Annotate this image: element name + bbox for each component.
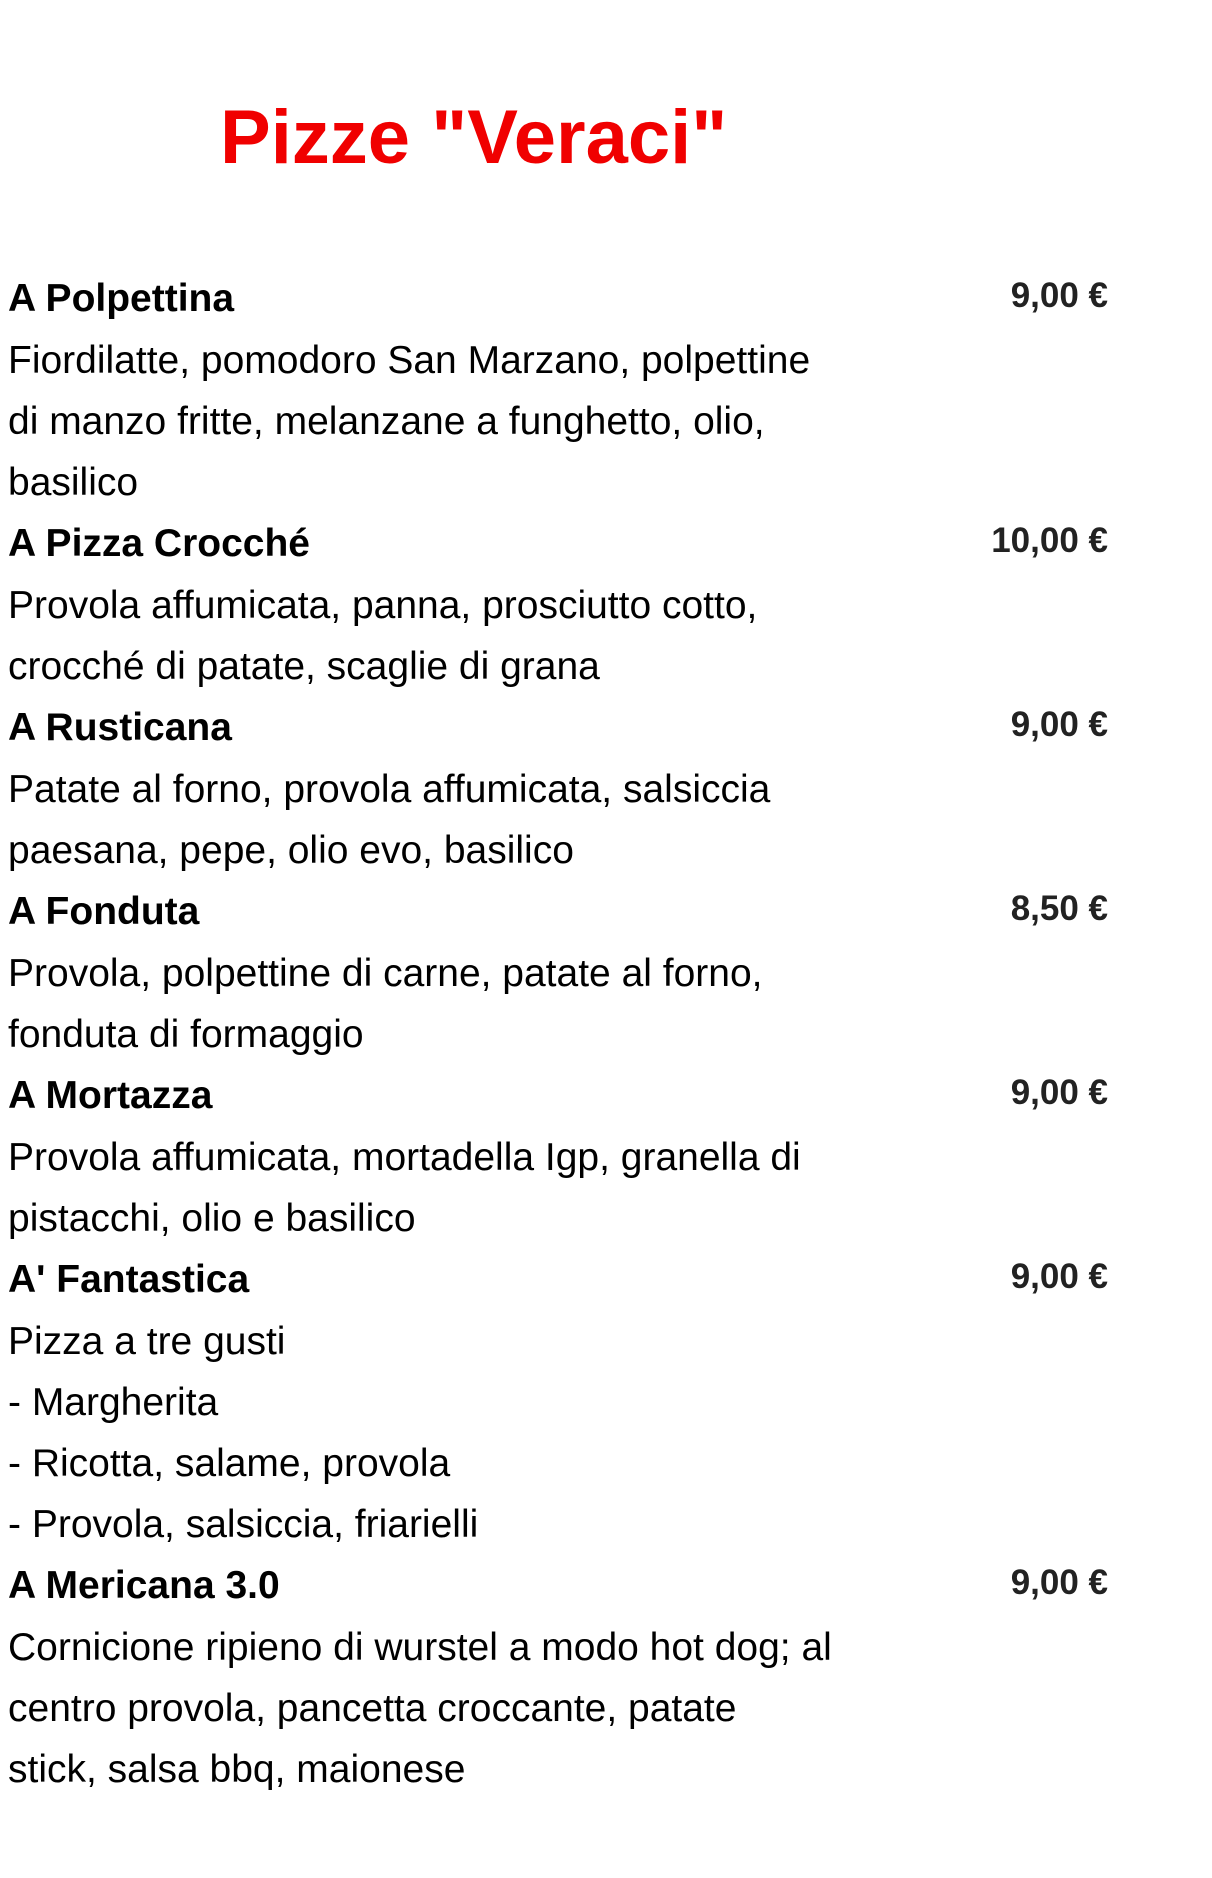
menu-item (8, 513, 1108, 697)
description-line: Provola, polpettine di carne, patate al forno, (8, 952, 763, 995)
menu-item-price: 9,00 € (1010, 1257, 1108, 1296)
menu-item-price: 9,00 € (1010, 705, 1108, 744)
menu-item (8, 268, 1108, 513)
description-line: Provola affumicata, mortadella Igp, granella di (8, 1136, 801, 1179)
menu-item-name: A Mericana 3.0 (8, 1564, 280, 1607)
menu-item-header (8, 881, 1108, 943)
menu-item-description (8, 1617, 948, 1800)
menu-item (8, 1065, 1108, 1249)
menu-list (8, 268, 1108, 1800)
menu-item-name: A Rusticana (8, 706, 232, 749)
menu-item-name: A Fonduta (8, 890, 200, 933)
description-line: paesana, pepe, olio evo, basilico (8, 829, 574, 872)
menu-item-header (8, 1555, 1108, 1617)
menu-item-header (8, 697, 1108, 759)
menu-item (8, 1249, 1108, 1555)
menu-item-price: 9,00 € (1010, 1073, 1108, 1112)
menu-item-description (8, 943, 948, 1065)
menu-item-header (8, 513, 1108, 575)
menu-item-description (8, 330, 948, 513)
menu-item-price: 8,50 € (1010, 889, 1108, 928)
description-line: crocché di patate, scaglie di grana (8, 645, 600, 688)
menu-item (8, 697, 1108, 881)
menu-item-price: 10,00 € (991, 521, 1108, 560)
description-line: stick, salsa bbq, maionese (8, 1748, 466, 1791)
menu-item (8, 881, 1108, 1065)
description-line: di manzo fritte, melanzane a funghetto, olio, (8, 400, 765, 443)
menu-item-description (8, 575, 948, 697)
description-line: - Ricotta, salame, provola (8, 1442, 451, 1485)
menu-item (8, 1555, 1108, 1800)
menu-item-header (8, 1249, 1108, 1311)
description-line: basilico (8, 461, 139, 504)
menu-item-name: A Mortazza (8, 1074, 213, 1117)
description-line: Provola affumicata, panna, prosciutto cotto, (8, 584, 758, 627)
menu-item-name: A' Fantastica (8, 1258, 250, 1301)
menu-item-name: A Pizza Crocché (8, 522, 310, 565)
page-title: Pizze "Veraci" (220, 95, 728, 180)
description-line: - Margherita (8, 1381, 219, 1424)
description-line: Pizza a tre gusti (8, 1320, 286, 1363)
description-line: Cornicione ripieno di wurstel a modo hot dog; al (8, 1626, 832, 1669)
menu-item-header (8, 268, 1108, 330)
menu-item-description (8, 759, 948, 881)
menu-item-price: 9,00 € (1010, 276, 1108, 315)
menu-item-price: 9,00 € (1010, 1563, 1108, 1602)
description-line: Fiordilatte, pomodoro San Marzano, polpettine (8, 339, 811, 382)
menu-item-description (8, 1127, 948, 1249)
menu-item-header (8, 1065, 1108, 1127)
description-line: - Provola, salsiccia, friarielli (8, 1503, 479, 1546)
description-line: Patate al forno, provola affumicata, salsiccia (8, 768, 771, 811)
description-line: fonduta di formaggio (8, 1013, 364, 1056)
menu-item-description (8, 1311, 948, 1555)
menu-item-name: A Polpettina (8, 277, 235, 320)
description-line: centro provola, pancetta croccante, patate (8, 1687, 737, 1730)
description-line: pistacchi, olio e basilico (8, 1197, 416, 1240)
